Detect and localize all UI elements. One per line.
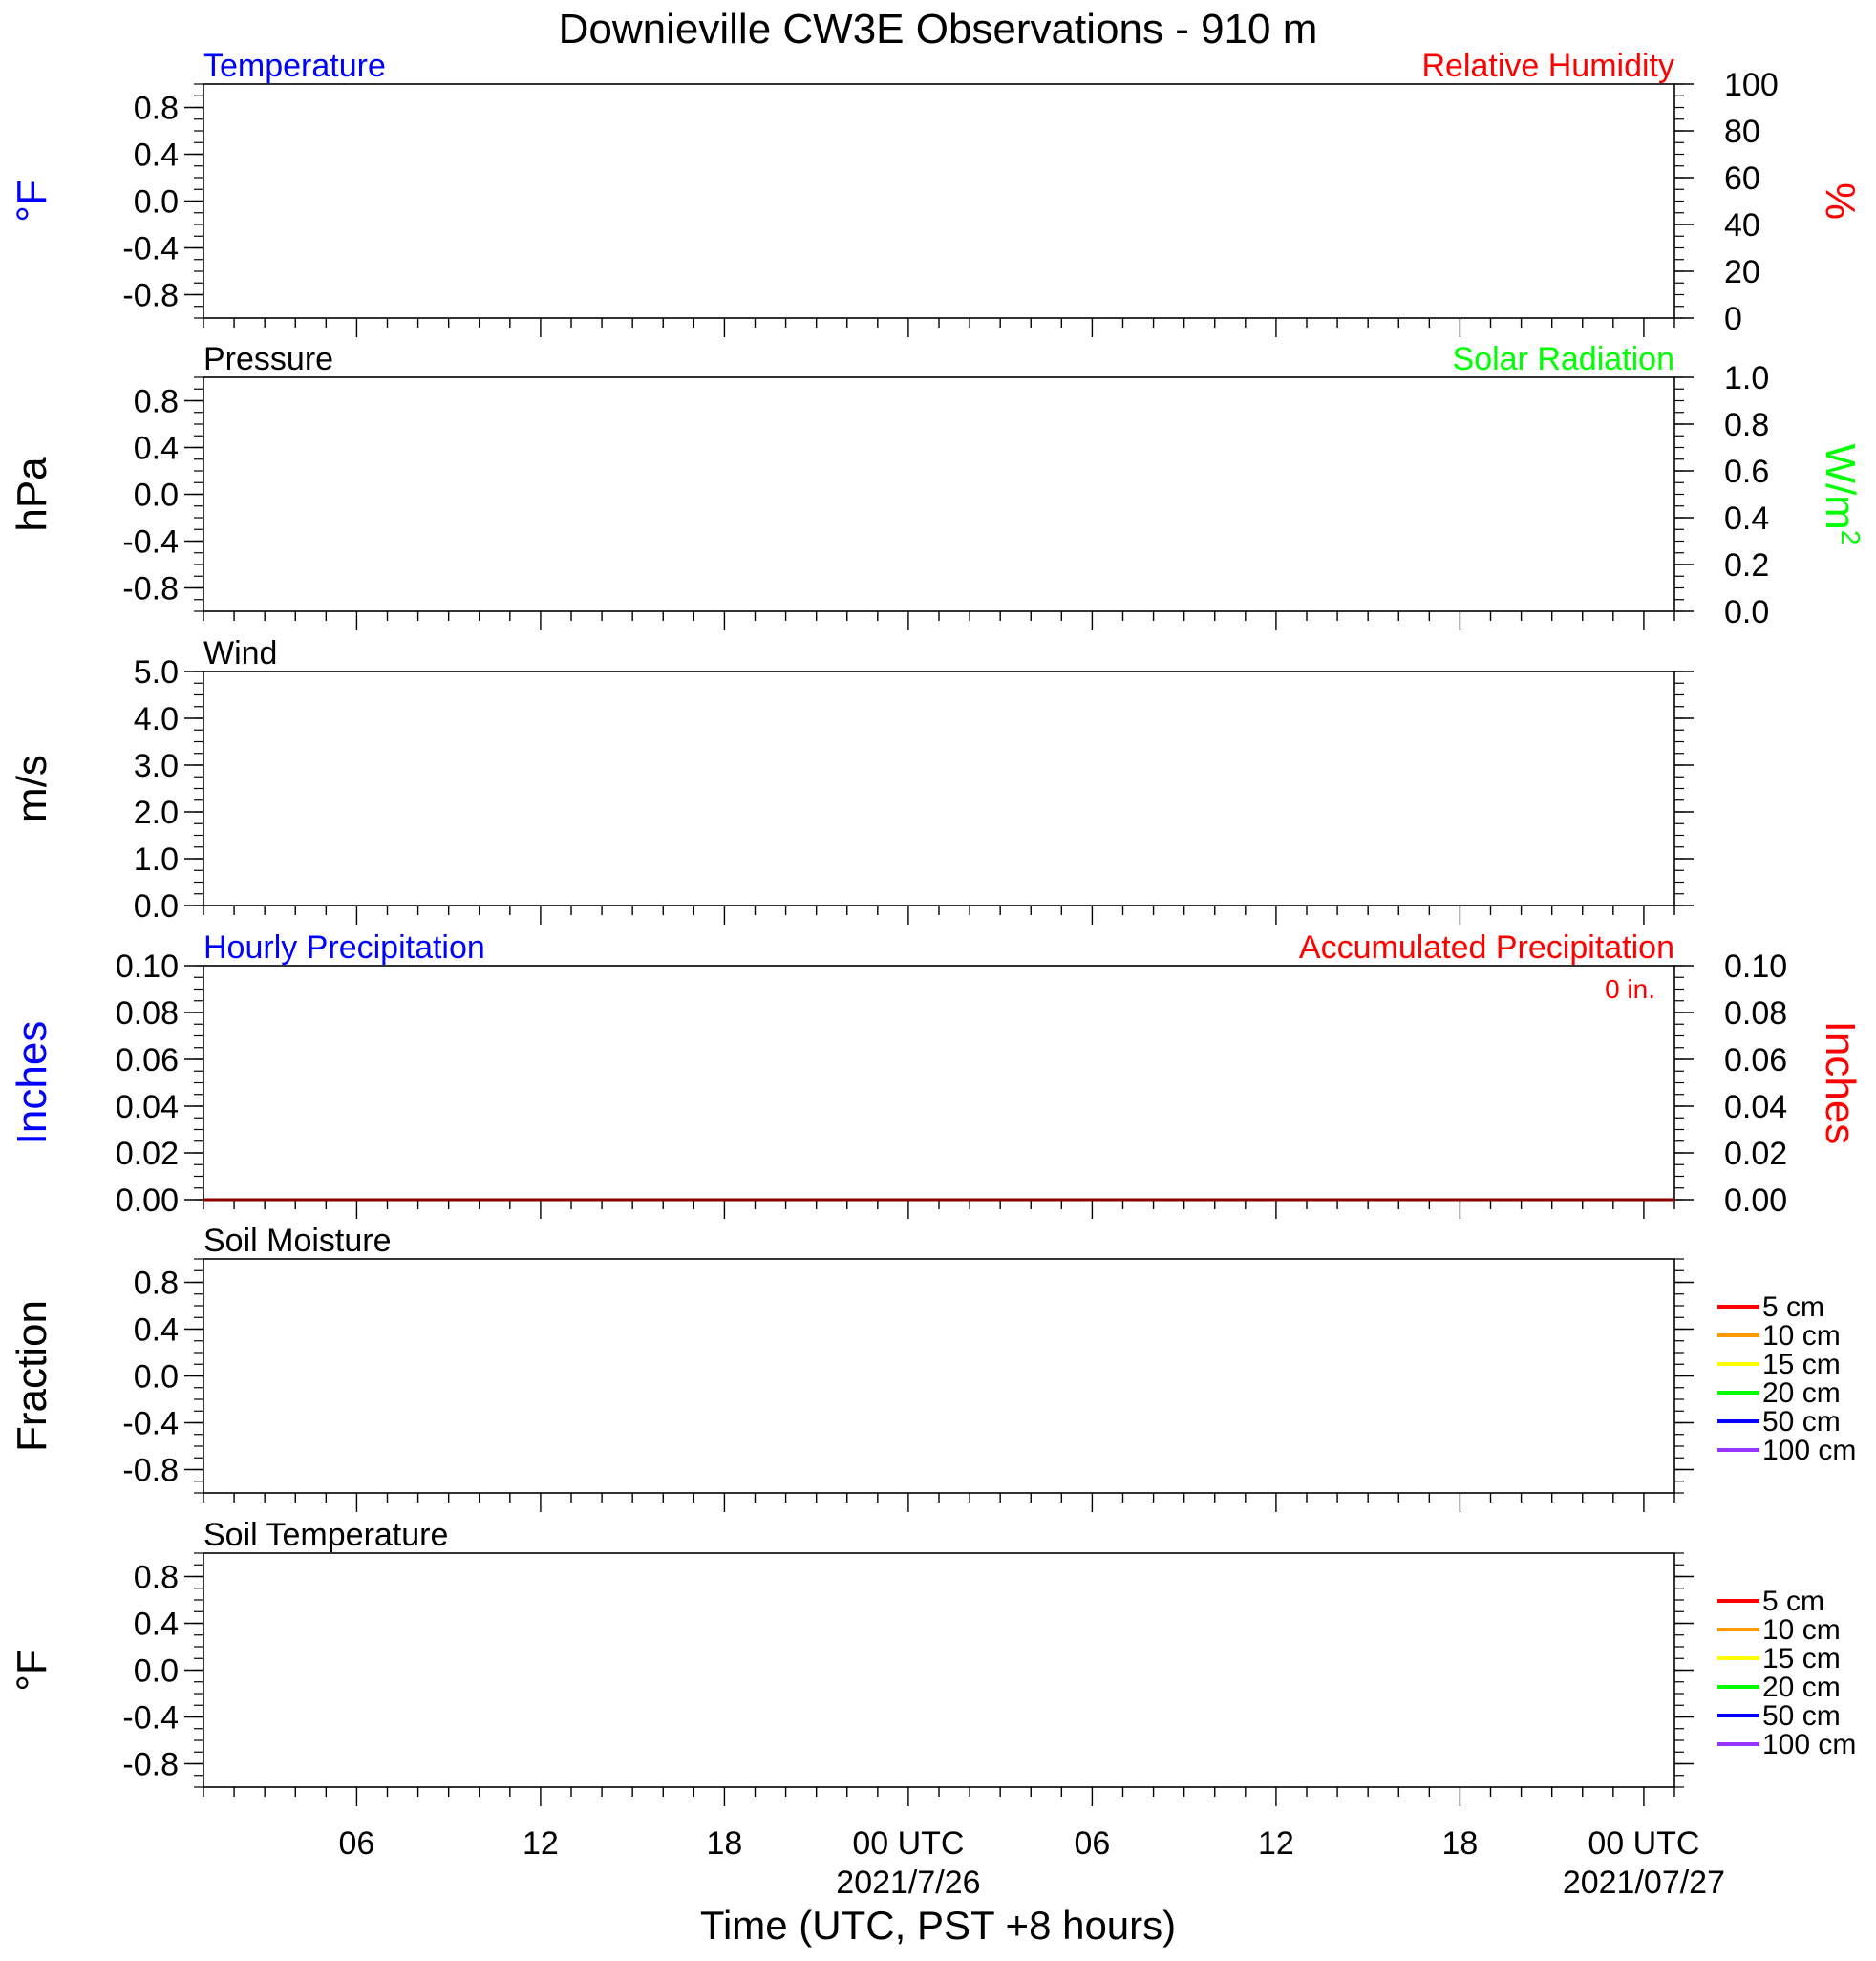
y-tick-label: -0.8 bbox=[122, 1746, 179, 1783]
x-tick-date: 2021/07/27 bbox=[1562, 1865, 1726, 1901]
y2-tick-label: 0.04 bbox=[1724, 1089, 1788, 1125]
x-tick-label: 06 bbox=[338, 1825, 375, 1862]
y-tick-label: 2.0 bbox=[133, 795, 179, 831]
y-tick-label: 0.10 bbox=[115, 949, 179, 985]
panel-1 bbox=[9, 48, 1864, 337]
y2-tick-label: 0.00 bbox=[1724, 1183, 1788, 1219]
legend-label: 5 cm bbox=[1762, 1586, 1825, 1617]
x-tick-label: 18 bbox=[706, 1825, 743, 1862]
panel-title-left: Soil Temperature bbox=[203, 1517, 449, 1553]
x-tick-label: 18 bbox=[1441, 1825, 1479, 1862]
panel-annotation: 0 in. bbox=[1605, 974, 1655, 1004]
y2-tick-label: 0.02 bbox=[1724, 1136, 1788, 1172]
y-tick-label: 1.0 bbox=[133, 842, 179, 878]
y-tick-label: 0.8 bbox=[133, 1559, 179, 1596]
panel-title-left: Pressure bbox=[203, 341, 334, 377]
y2-tick-label: 1.0 bbox=[1724, 360, 1770, 396]
y-tick-label: 0.0 bbox=[133, 1652, 179, 1690]
plot-frame bbox=[203, 966, 1674, 1200]
panel-3 bbox=[9, 635, 1694, 925]
y-tick-label: 0.0 bbox=[133, 888, 179, 925]
x-axis-label: Time (UTC, PST +8 hours) bbox=[699, 1903, 1177, 1948]
legend-label: 10 cm bbox=[1762, 1320, 1841, 1352]
y-tick-label: 0.06 bbox=[115, 1042, 179, 1078]
plot-frame bbox=[203, 377, 1674, 611]
y-tick-label: 0.02 bbox=[115, 1136, 179, 1172]
y2-tick-label: 0.0 bbox=[1724, 594, 1770, 630]
y-tick-label: 0.4 bbox=[133, 137, 179, 174]
y2-tick-label: 80 bbox=[1724, 114, 1760, 150]
legend-label: 50 cm bbox=[1762, 1406, 1841, 1438]
x-tick-label: 00 UTC bbox=[852, 1825, 965, 1862]
legend-label: 5 cm bbox=[1762, 1291, 1825, 1323]
panel-title-left: Soil Moisture bbox=[203, 1223, 392, 1259]
panel-title-left: Temperature bbox=[203, 48, 386, 84]
x-tick-label: 06 bbox=[1074, 1825, 1111, 1862]
y-tick-label: 0.4 bbox=[133, 430, 179, 467]
plot-frame bbox=[203, 1553, 1674, 1787]
x-tick-label: 00 UTC bbox=[1588, 1825, 1700, 1862]
y-tick-label: 0.0 bbox=[133, 477, 179, 514]
legend-label: 10 cm bbox=[1762, 1614, 1841, 1646]
y2-axis-label bbox=[1817, 182, 1864, 220]
legend-label: 15 cm bbox=[1762, 1643, 1841, 1674]
y-axis-label: °F bbox=[9, 1649, 55, 1692]
y2-axis-label-text: % bbox=[1817, 181, 1864, 221]
y-tick-label: -0.4 bbox=[122, 230, 179, 267]
y-tick-label: 4.0 bbox=[133, 701, 179, 737]
panel-title-left: Wind bbox=[203, 635, 278, 671]
y2-axis-label bbox=[1817, 444, 1865, 545]
y-tick-label: 5.0 bbox=[133, 654, 179, 691]
y2-axis-label-text: W/m bbox=[1817, 443, 1864, 530]
y2-tick-label: 100 bbox=[1724, 67, 1779, 103]
y-tick-label: -0.8 bbox=[122, 1452, 179, 1489]
y-axis-label: m/s bbox=[9, 755, 55, 822]
y-axis-label: Inches bbox=[9, 1020, 55, 1145]
y2-tick-label: 0.6 bbox=[1724, 454, 1770, 490]
y2-tick-label: 0.10 bbox=[1724, 949, 1788, 985]
x-tick-label: 12 bbox=[522, 1825, 559, 1862]
panel-4 bbox=[9, 929, 1864, 1219]
y2-tick-label: 40 bbox=[1724, 207, 1760, 244]
y-tick-label: 0.08 bbox=[115, 995, 179, 1032]
panel-title-right: Relative Humidity bbox=[1421, 48, 1674, 84]
y2-tick-label: 0 bbox=[1724, 301, 1742, 337]
y-tick-label: 0.8 bbox=[133, 1265, 179, 1302]
y2-tick-label: 0.08 bbox=[1724, 995, 1788, 1032]
y2-tick-label: 0.8 bbox=[1724, 407, 1770, 443]
panel-2 bbox=[9, 341, 1865, 630]
y-tick-label: 0.04 bbox=[115, 1089, 179, 1125]
legend-label: 100 cm bbox=[1762, 1435, 1857, 1466]
figure-title: Downieville CW3E Observations - 910 m bbox=[558, 6, 1318, 53]
panel-title-right: Solar Radiation bbox=[1452, 341, 1674, 377]
y-tick-label: 0.8 bbox=[133, 383, 179, 420]
y-tick-label: -0.4 bbox=[122, 523, 179, 561]
y-tick-label: -0.8 bbox=[122, 277, 179, 314]
y2-tick-label: 0.2 bbox=[1724, 547, 1770, 584]
panel-title-right: Accumulated Precipitation bbox=[1298, 929, 1674, 966]
legend-label: 15 cm bbox=[1762, 1349, 1841, 1380]
y-tick-label: 3.0 bbox=[133, 748, 179, 784]
panels bbox=[9, 48, 1865, 1901]
y-axis-label: °F bbox=[9, 180, 55, 223]
legend-label: 20 cm bbox=[1762, 1377, 1841, 1409]
y-tick-label: 0.0 bbox=[133, 1358, 179, 1396]
y2-tick-label: 0.06 bbox=[1724, 1042, 1788, 1078]
y-tick-label: 0.8 bbox=[133, 90, 179, 127]
y-tick-label: 0.00 bbox=[115, 1183, 179, 1219]
y-tick-label: 0.4 bbox=[133, 1311, 179, 1349]
panel-6 bbox=[9, 1517, 1856, 1901]
x-tick-date: 2021/7/26 bbox=[836, 1865, 981, 1901]
plot-frame bbox=[203, 84, 1674, 318]
panel-title-left: Hourly Precipitation bbox=[203, 929, 485, 966]
y2-tick-label: 20 bbox=[1724, 254, 1760, 290]
y-axis-label: hPa bbox=[9, 457, 55, 532]
y-tick-label: 0.4 bbox=[133, 1606, 179, 1643]
x-tick-label: 12 bbox=[1258, 1825, 1294, 1862]
plot-frame bbox=[203, 1259, 1674, 1493]
y2-tick-label: 60 bbox=[1724, 160, 1760, 197]
legend-label: 20 cm bbox=[1762, 1672, 1841, 1703]
legend-label: 100 cm bbox=[1762, 1729, 1857, 1760]
plot-frame bbox=[203, 671, 1674, 906]
y-tick-label: -0.4 bbox=[122, 1405, 179, 1442]
y2-axis-label-superscript: 2 bbox=[1836, 529, 1865, 545]
y2-tick-label: 0.4 bbox=[1724, 501, 1770, 537]
y-tick-label: -0.4 bbox=[122, 1699, 179, 1737]
y-tick-label: 0.0 bbox=[133, 183, 179, 221]
legend-label: 50 cm bbox=[1762, 1700, 1841, 1732]
y-axis-label: Fraction bbox=[9, 1300, 55, 1452]
panel-5 bbox=[9, 1223, 1856, 1512]
y-tick-label: -0.8 bbox=[122, 570, 179, 607]
y2-axis-label-text: Inches bbox=[1817, 1020, 1864, 1145]
y2-axis-label bbox=[1817, 1021, 1864, 1145]
